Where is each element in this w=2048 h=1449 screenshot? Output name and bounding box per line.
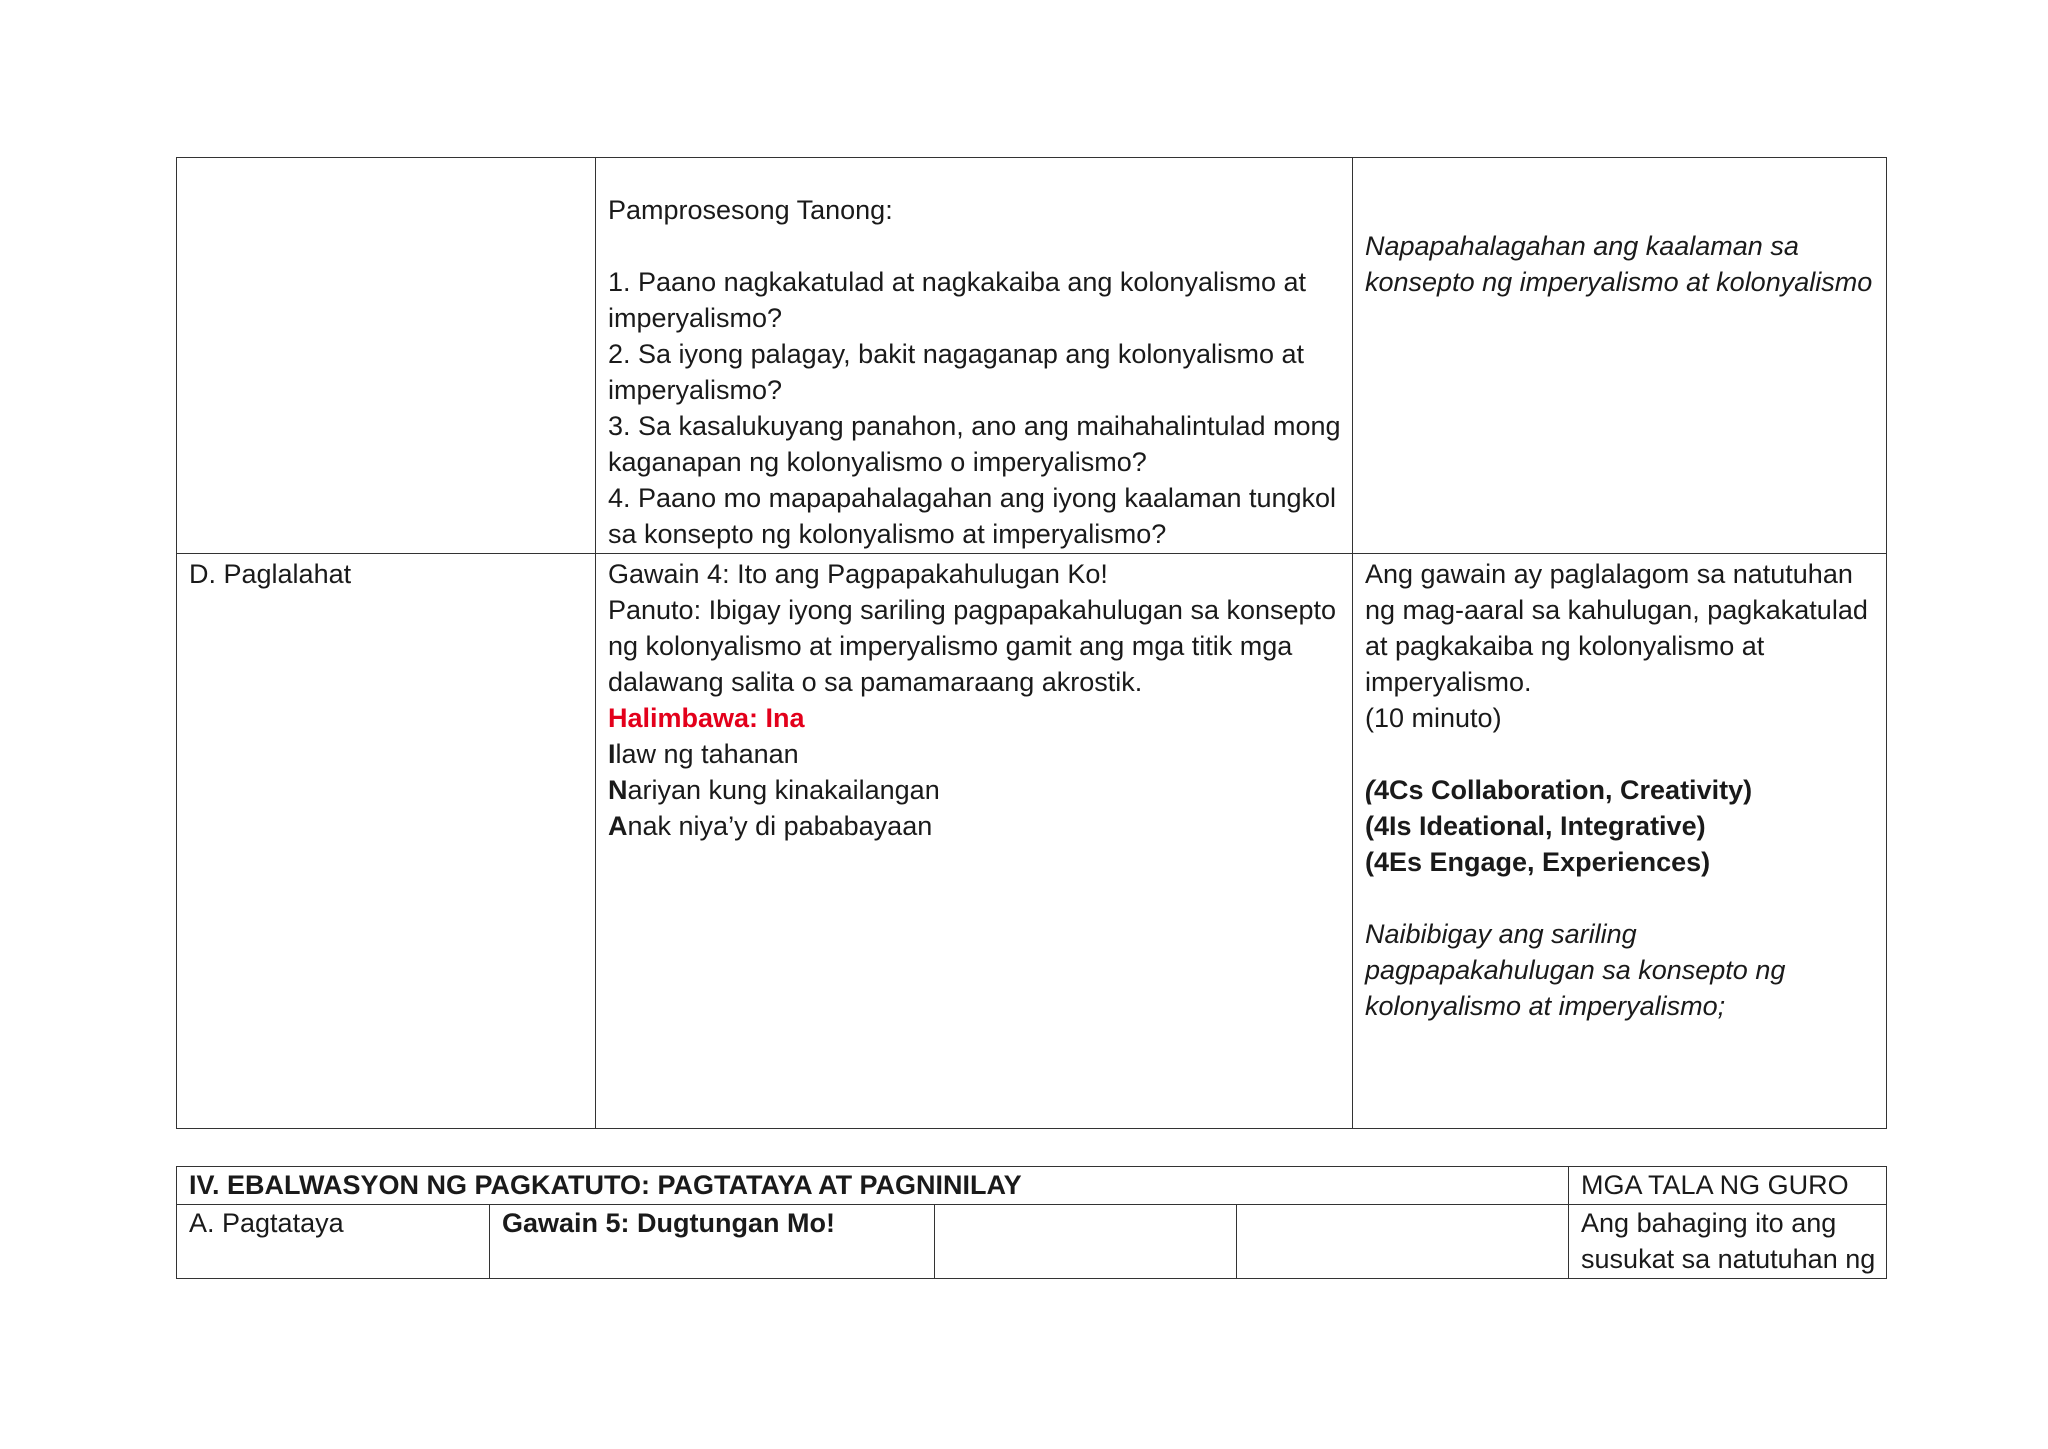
activity-title: Gawain 5: Dugtungan Mo! [502, 1208, 835, 1238]
question-line: kaganapan ng kolonyalismo o imperyalismo? [608, 447, 1147, 477]
table-row-paglalahat [177, 554, 1887, 1129]
question-line: 3. Sa kasalukuyang panahon, ano ang maihahalintulad mong [608, 411, 1341, 441]
section-header-cell [177, 1167, 1569, 1205]
acrostic-rest: ariyan kung kinakailangan [627, 775, 940, 805]
acrostic-initial: A [608, 811, 628, 841]
questions-cell [596, 158, 1353, 554]
lesson-plan-table [176, 157, 1887, 1129]
table-row-pagtataya [177, 1205, 1887, 1279]
note-line: ng mag-aaral sa kahulugan, pagkakatulad [1365, 595, 1868, 625]
activity-title: Gawain 4: Ito ang Pagpapakahulugan Ko! [608, 559, 1108, 589]
activity-cell [490, 1205, 935, 1279]
notes-header: MGA TALA NG GURO [1581, 1170, 1849, 1200]
skills-line [1365, 772, 1874, 808]
notes-header-cell [1569, 1167, 1887, 1205]
teacher-note-cell [1569, 1205, 1887, 1279]
note-line: at pagkakaiba ng kolonyalismo at [1365, 631, 1765, 661]
acrostic-rest: law ng tahanan [615, 739, 799, 769]
instruction-line: ng kolonyalismo at imperyalismo gamit ang mga titik mga [608, 631, 1293, 661]
row-label-cell [177, 554, 596, 1129]
note-line: konsepto ng imperyalismo at kolonyalismo [1365, 267, 1873, 297]
acrostic-rest: nak niya’y di pababayaan [627, 811, 933, 841]
row-label-cell [177, 158, 596, 554]
note-line: Napapahalagahan ang kaalaman sa [1365, 231, 1799, 261]
question-line: 2. Sa iyong palagay, bakit nagaganap ang kolonyalismo at [608, 339, 1304, 369]
example-label: Halimbawa: Ina [608, 703, 805, 733]
acrostic-initial: N [608, 775, 628, 805]
acrostic-initial: I [608, 739, 616, 769]
note-line: Ang gawain ay paglalagom sa natutuhan [1365, 559, 1853, 589]
questions-heading: Pamprosesong Tanong: [608, 195, 893, 225]
empty-cell [935, 1205, 1237, 1279]
objective-line: pagpapakahulugan sa konsepto ng [1365, 955, 1786, 985]
row-label: D. Paglalahat [189, 559, 352, 589]
skills-text: 4Cs Collaboration, Creativity) [1374, 775, 1753, 805]
evaluation-table [176, 1166, 1887, 1279]
question-line: imperyalismo? [608, 375, 783, 405]
empty-cell [1237, 1205, 1569, 1279]
skills-line: (4Es Engage, Experiences) [1365, 847, 1711, 877]
instruction-line: Panuto: Ibigay iyong sariling pagpapakahulugan sa konsepto [608, 595, 1337, 625]
activity-cell [596, 554, 1353, 1129]
question-line: 1. Paano nagkakatulad at nagkakaiba ang kolonyalismo at [608, 267, 1306, 297]
evaluation-header-row [177, 1167, 1887, 1205]
note-line: susukat sa natutuhan ng [1581, 1244, 1876, 1274]
table-row-processing-questions [177, 158, 1887, 554]
open-paren: ( [1365, 775, 1374, 805]
question-line: 4. Paano mo mapapahalagahan ang iyong kaalaman tungkol [608, 483, 1337, 513]
acrostic-line [608, 736, 1340, 772]
skills-line: (4Is Ideational, Integrative) [1365, 811, 1706, 841]
question-line: imperyalismo? [608, 303, 783, 333]
teacher-note-cell [1353, 554, 1887, 1129]
question-line: sa konsepto ng kolonyalismo at imperyalismo? [608, 519, 1167, 549]
objective-line: kolonyalismo at imperyalismo; [1365, 991, 1726, 1021]
objective-line: Naibibigay ang sariling [1365, 919, 1637, 949]
note-line: imperyalismo. [1365, 667, 1532, 697]
row-label: A. Pagtataya [189, 1208, 344, 1238]
acrostic-line [608, 808, 1340, 844]
note-line: Ang bahaging ito ang [1581, 1208, 1837, 1238]
instruction-line: dalawang salita o sa pamamaraang akrostik. [608, 667, 1143, 697]
teacher-note-cell [1353, 158, 1887, 554]
duration: (10 minuto) [1365, 703, 1502, 733]
row-label-cell [177, 1205, 490, 1279]
acrostic-line [608, 772, 1340, 808]
section-header: IV. EBALWASYON NG PAGKATUTO: PAGTATAYA AT PAGNINILAY [189, 1170, 1022, 1200]
